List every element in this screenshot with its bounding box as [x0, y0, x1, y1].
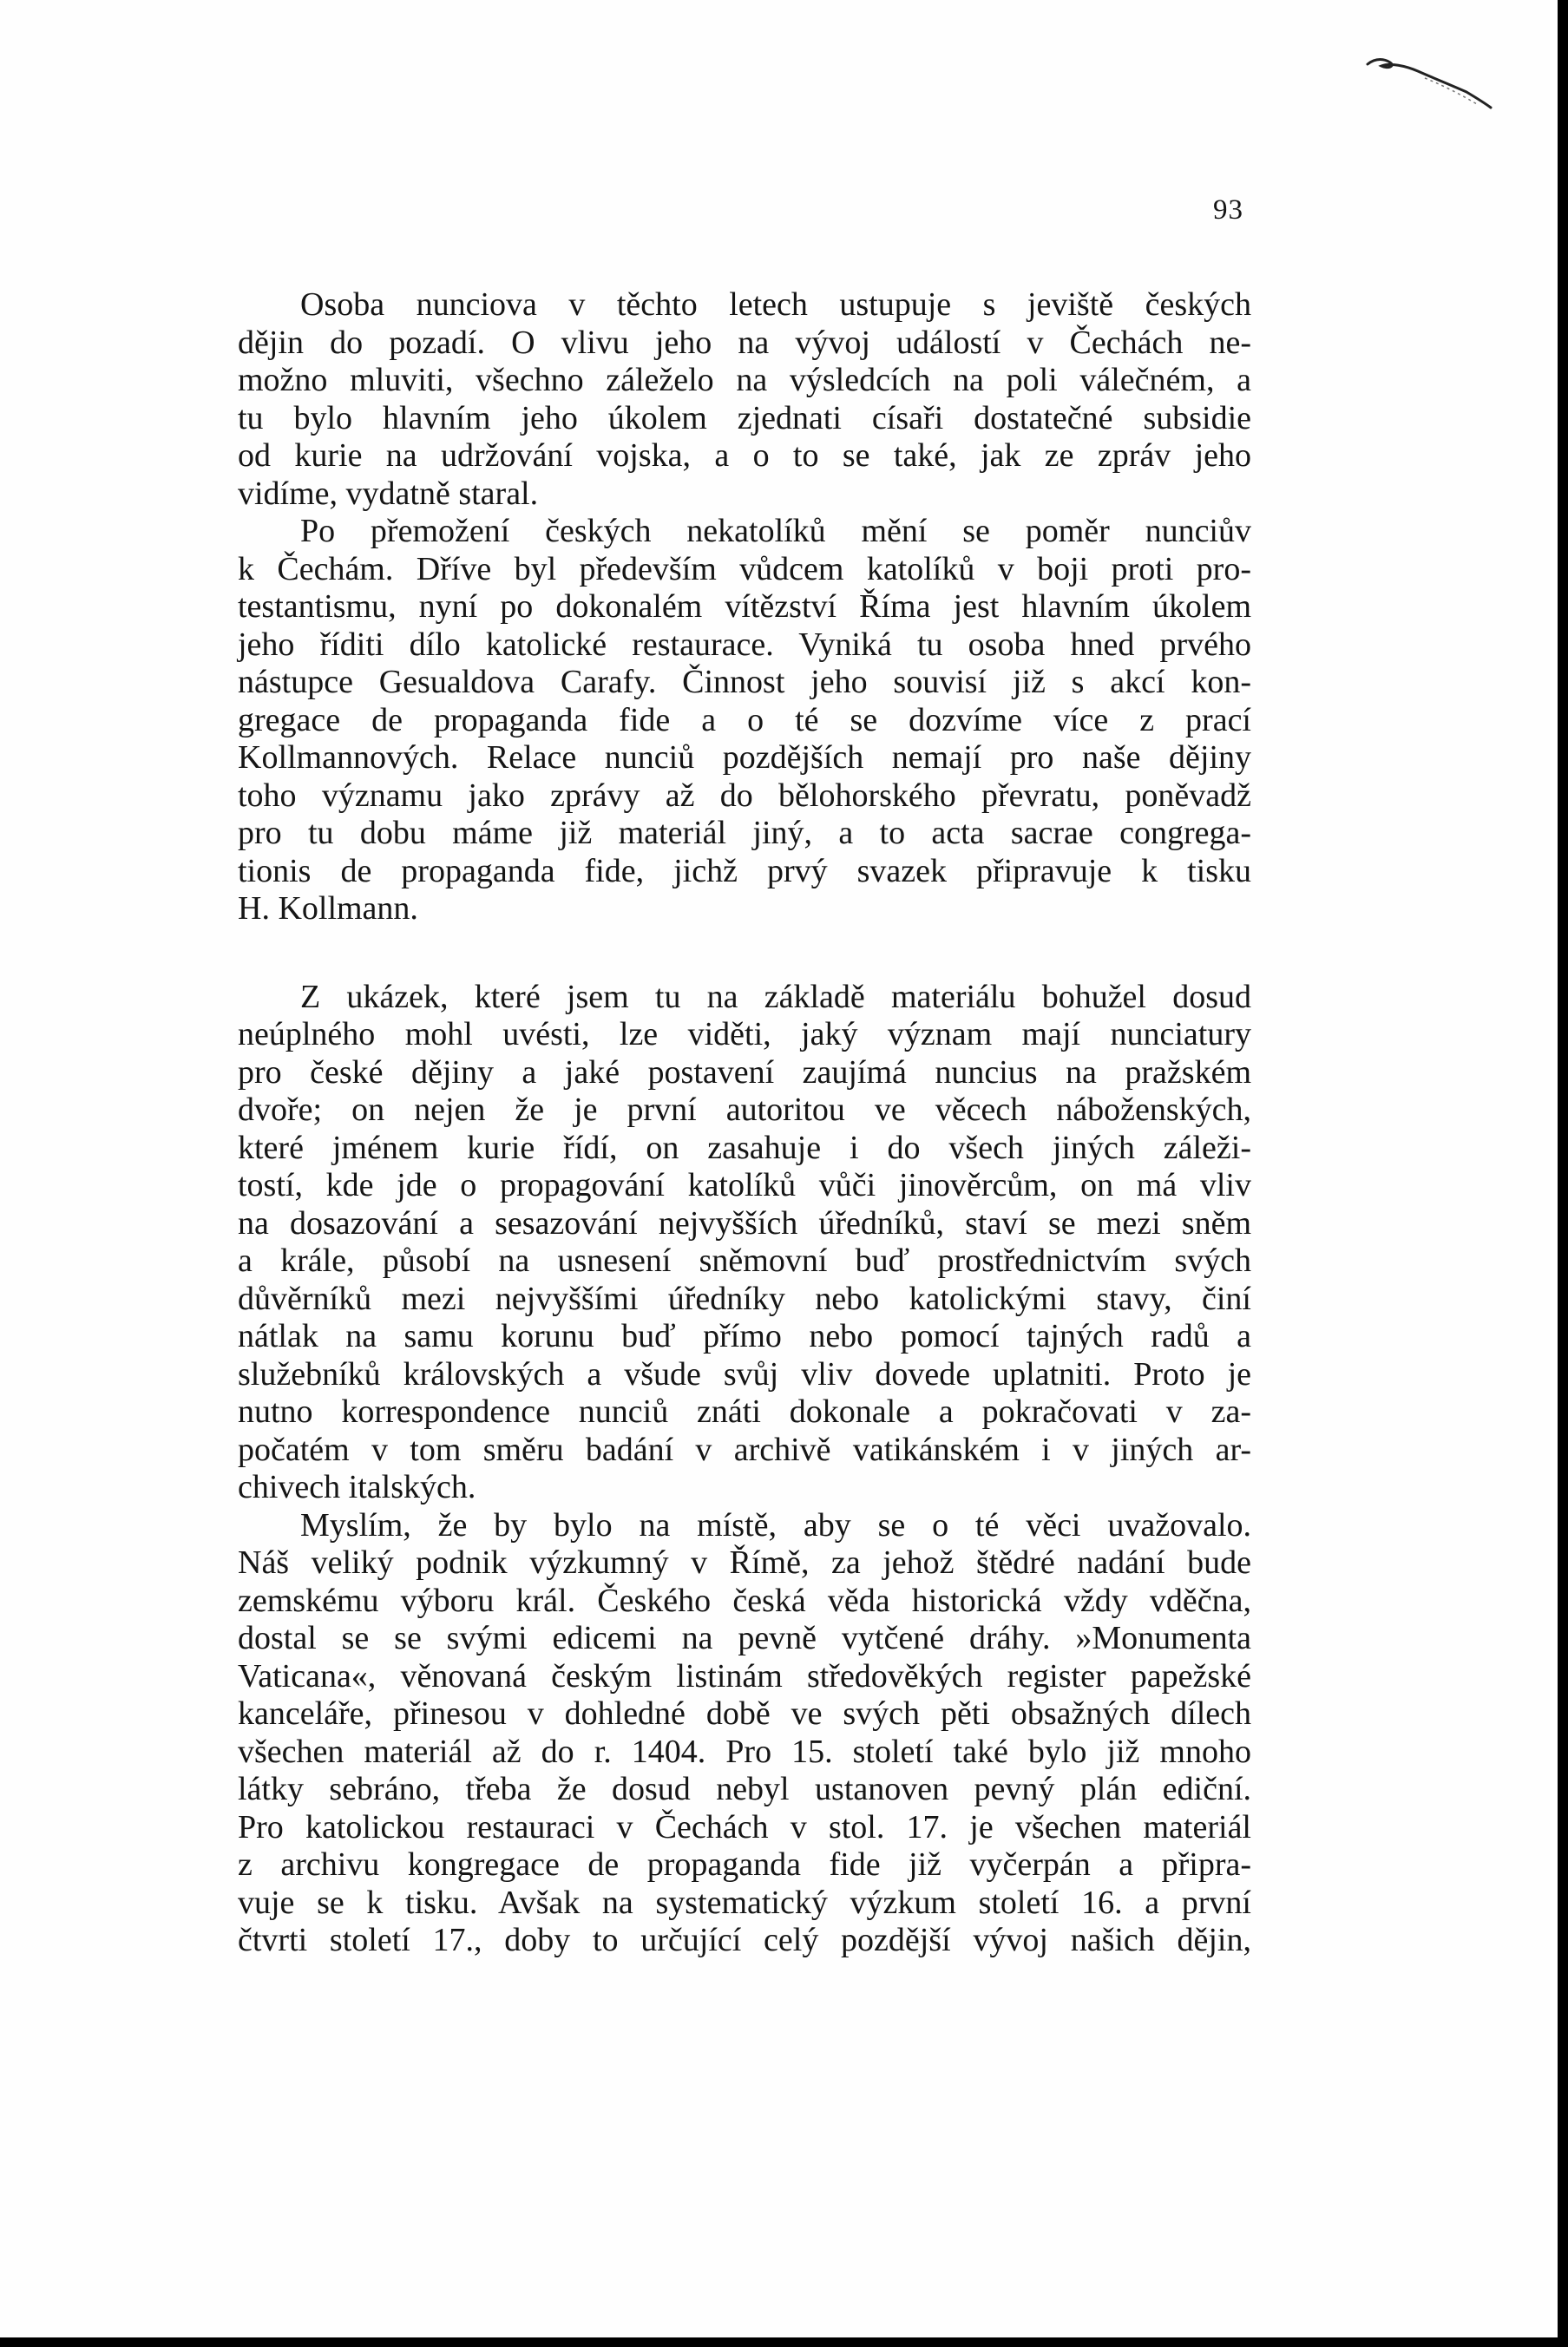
- text-line: počatém v tom směru badání v archivě vatikánském i v jiných ar-: [238, 1431, 1251, 1468]
- text-line: vidíme, vydatně staral.: [238, 475, 539, 512]
- text-line: k Čechám. Dříve byl především vůdcem katolíků v boji proti pro-: [238, 550, 1251, 587]
- text-line: dějin do pozadí. O vlivu jeho na vývoj událostí v Čechách ne-: [238, 324, 1251, 361]
- text-line: tionis de propaganda fide, jichž prvý svazek připravuje k tisku: [238, 852, 1251, 889]
- text-line: Myslím, že by bylo na místě, aby se o té věci uvažovalo.: [300, 1506, 1251, 1544]
- text-line: Z ukázek, které jsem tu na základě materiálu bohužel dosud: [300, 978, 1251, 1015]
- text-line: všechen materiál až do r. 1404. Pro 15. století také bylo již mnoho: [238, 1733, 1251, 1770]
- body-text: [238, 286, 1251, 1960]
- text-line: Vaticana«, věnovaná českým listinám středověkých register papežské: [238, 1657, 1251, 1695]
- text-line: gregace de propaganda fide a o té se dozvíme více z prací: [238, 701, 1251, 738]
- text-line: nutno korrespondence nunciů znáti dokonale a pokračovati v za-: [238, 1393, 1251, 1430]
- text-line: nátlak na samu korunu buď přímo nebo pomocí tajných radů a: [238, 1318, 1251, 1354]
- text-line: Osoba nunciova v těchto letech ustupuje s jeviště českých: [300, 286, 1251, 323]
- text-line: z archivu kongregace de propaganda fide již vyčerpán a připra-: [238, 1846, 1251, 1883]
- text-line: Po přemožení českých nekatolíků mění se poměr nunciův: [300, 513, 1251, 549]
- text-line: pro tu dobu máme již materiál jiný, a to acta sacrae congrega-: [238, 815, 1251, 851]
- text-line: které jménem kurie řídí, on zasahuje i do všech jiných záleži-: [238, 1129, 1251, 1166]
- text-line: neúplného mohl uvésti, lze viděti, jaký význam mají nunciatury: [238, 1016, 1251, 1052]
- text-line: na dosazování a sesazování nejvyšších úředníků, staví se mezi sněm: [238, 1204, 1251, 1242]
- paragraph-3: [238, 979, 1251, 1507]
- text-line: a krále, působí na usnesení sněmovní buď prostřednictvím svých: [238, 1242, 1251, 1279]
- page-number: 93: [1213, 194, 1243, 226]
- text-line: nástupce Gesualdova Carafy. Činnost jeho souvisí již s akcí kon-: [238, 664, 1251, 700]
- text-line: dvoře; on nejen že je první autoritou ve věcech náboženských,: [238, 1092, 1251, 1128]
- text-line: dostal se se svými edicemi na pevně vytčené dráhy. »Monumenta: [238, 1620, 1251, 1656]
- text-line: tu bylo hlavním jeho úkolem zjednati císaři dostatečné subsidie: [238, 399, 1251, 436]
- text-line: jeho říditi dílo katolické restaurace. Vyniká tu osoba hned prvého: [238, 626, 1251, 663]
- text-line: H. Kollmann.: [238, 890, 418, 927]
- text-line: tostí, kde jde o propagování katolíků vůči jinověrcům, on má vliv: [238, 1167, 1251, 1203]
- text-line: Kollmannových. Relace nunciů pozdějších nemají pro naše dějiny: [238, 739, 1251, 776]
- text-line: toho významu jako zprávy až do bělohorského převratu, poněvadž: [238, 777, 1251, 814]
- text-line: testantismu, nyní po dokonalém vítězství Říma jest hlavním úkolem: [238, 588, 1251, 625]
- text-line: čtvrti století 17., doby to určující celý pozdější vývoj našich dějin,: [238, 1922, 1251, 1958]
- text-line: důvěrníků mezi nejvyššími úředníky nebo katolickými stavy, činí: [238, 1280, 1251, 1317]
- text-line: kanceláře, přinesou v dohledné době ve svých pěti obsažných dílech: [238, 1695, 1251, 1732]
- text-line: pro české dějiny a jaké postavení zaujímá nuncius na pražském: [238, 1053, 1251, 1091]
- pencil-mark-icon: [1364, 54, 1494, 123]
- text-line: látky sebráno, třeba že dosud nebyl ustanoven pevný plán ediční.: [238, 1771, 1251, 1807]
- paragraph-4: [238, 1507, 1251, 1960]
- text-line: možno mluviti, všechno záleželo na výsledcích na poli válečném, a: [238, 362, 1251, 398]
- text-line: Pro katolickou restauraci v Čechách v stol. 17. je všechen materiál: [238, 1808, 1251, 1845]
- paragraph-1: [238, 286, 1251, 513]
- paragraph-2: [238, 513, 1251, 928]
- text-line: Náš veliký podnik výzkumný v Římě, za jehož štědré nadání bude: [238, 1544, 1251, 1581]
- text-line: vuje se k tisku. Avšak na systematický výzkum století 16. a první: [238, 1884, 1251, 1921]
- text-line: chivech italských.: [238, 1469, 476, 1505]
- text-line: služebníků královských a všude svůj vliv dovede uplatniti. Proto je: [238, 1355, 1251, 1393]
- text-line: zemskému výboru král. Českého česká věda historická vždy vděčna,: [238, 1582, 1251, 1619]
- text-line: od kurie na udržování vojska, a o to se také, jak ze zpráv jeho: [238, 437, 1251, 474]
- section-gap: [238, 928, 1251, 979]
